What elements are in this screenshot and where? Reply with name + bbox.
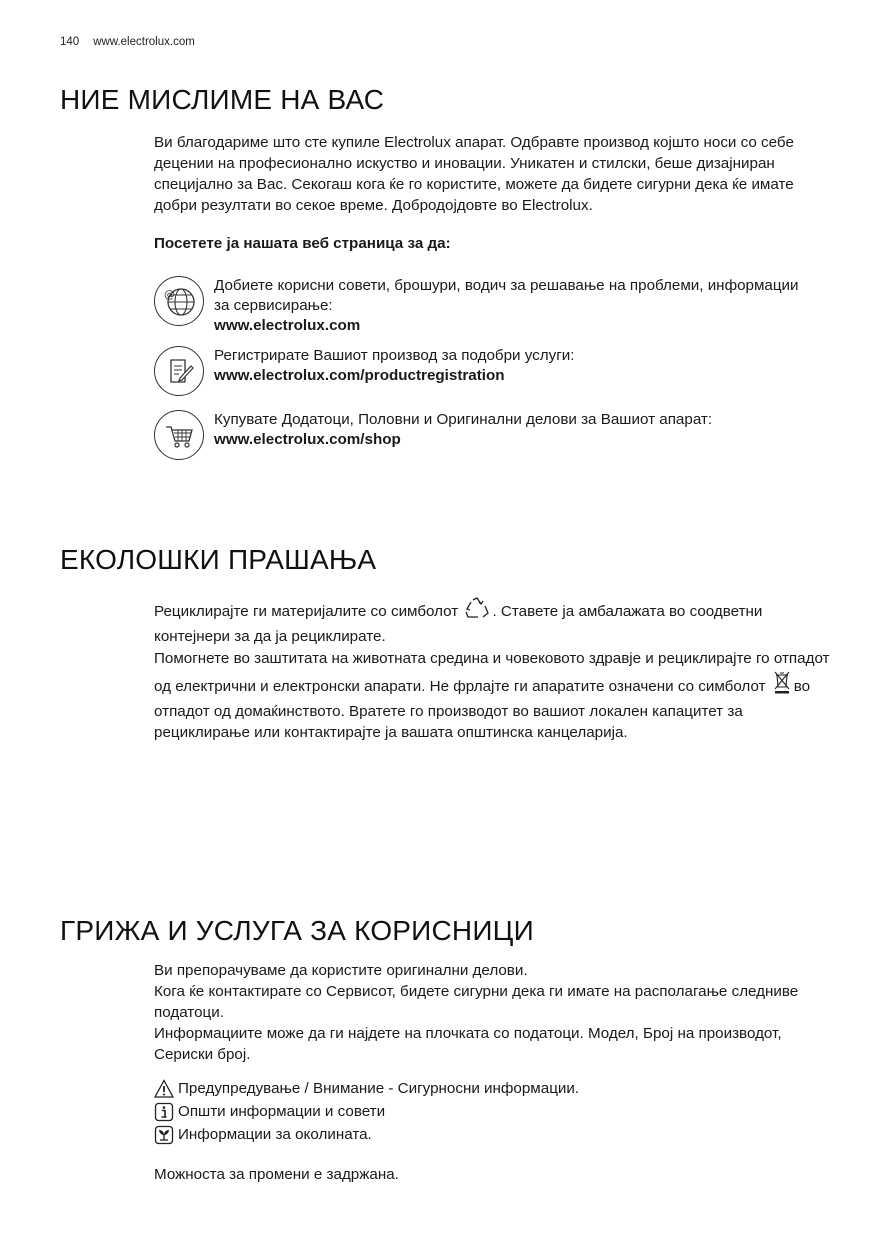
globe-icon [154,276,204,326]
visit-item-text: Добиете корисни совети, брошури, водич за решавање на проблеми, информации за сервисирање: [214,277,799,314]
info-icon [154,1102,174,1122]
section-title-we-think-of-you: НИЕ МИСЛИМЕ НА ВАС [60,84,385,115]
recycle-icon [464,596,490,626]
symbol-legend [154,1077,834,1146]
environment-icon [154,1125,174,1145]
header-site-link[interactable]: www.electrolux.com [93,36,195,48]
page-header [60,36,209,48]
page-number: 140 [60,36,80,48]
legend-item-info: Општи информации и совети [154,1100,834,1123]
link-shop[interactable]: www.electrolux.com/shop [214,431,401,448]
section-title-customer-care: ГРИЖА И УСЛУГА ЗА КОРИСНИЦИ [60,915,534,946]
warning-icon [154,1079,174,1099]
registration-icon [154,346,204,396]
visit-item-text: Купувате Додатоци, Половни и Оригинални делови за Вашиот апарат: [214,411,713,428]
section-title-environment: ЕКОЛОШКИ ПРАШАЊА [60,544,377,575]
legend-item-environment: Информации за околината. [154,1123,834,1146]
shopping-cart-icon [154,410,204,460]
customer-care-text: Ви препорачуваме да користите оригинални делови. Кога ќе контактирате со Сервисот, бидете сигурни дека ги имате на располагање следниве податоци. Информациите може да ги најдете на плочката со податоци. Модел, Број на производот, Сериски број. [154,962,799,1063]
visit-item-text: Регистрирате Вашиот производ за подобри услуги: [214,347,575,364]
changes-reserved-note: Можноста за промени е задржана. [154,1166,399,1183]
visit-heading: Посетете ја нашата веб страница за да: [154,235,451,252]
intro-paragraph: Ви благодариме што сте купиле Electrolux апарат. Одбравте производ којшто носи со себе децении на професионално искуство и иновации. Уникатен и стилски, беше дизајниран специјално за Вас. Секогаш кога ќе го користите, можете да бидете сигурни дека ќе имате добри резултати во секое време. Добродојдовте во Electrolux. [154,134,794,214]
link-product-registration[interactable]: www.electrolux.com/productregistration [214,367,505,384]
weee-bin-icon [772,669,792,701]
svg-text:@: @ [164,288,175,301]
link-electrolux[interactable]: www.electrolux.com [214,317,361,334]
legend-item-warning: Предупредување / Внимание - Сигурносни информации. [154,1077,834,1100]
recycling-paragraph: Рециклирајте ги материјалите со симболот . Ставете ја амбалажата во соодветни контејнери за да ја рециклирате. Помогнете во заштитата на животната средина и човековото здравје и рециклирајте го отпадот од електрични и електронски апарати. Не фрлајте ги апаратите означени со симболот во отпадот од домаќинството. Вратете го производот во вашиот локален капацитет за рециклирање или контактирајте ја вашата општинска канцеларија. [154,596,834,743]
